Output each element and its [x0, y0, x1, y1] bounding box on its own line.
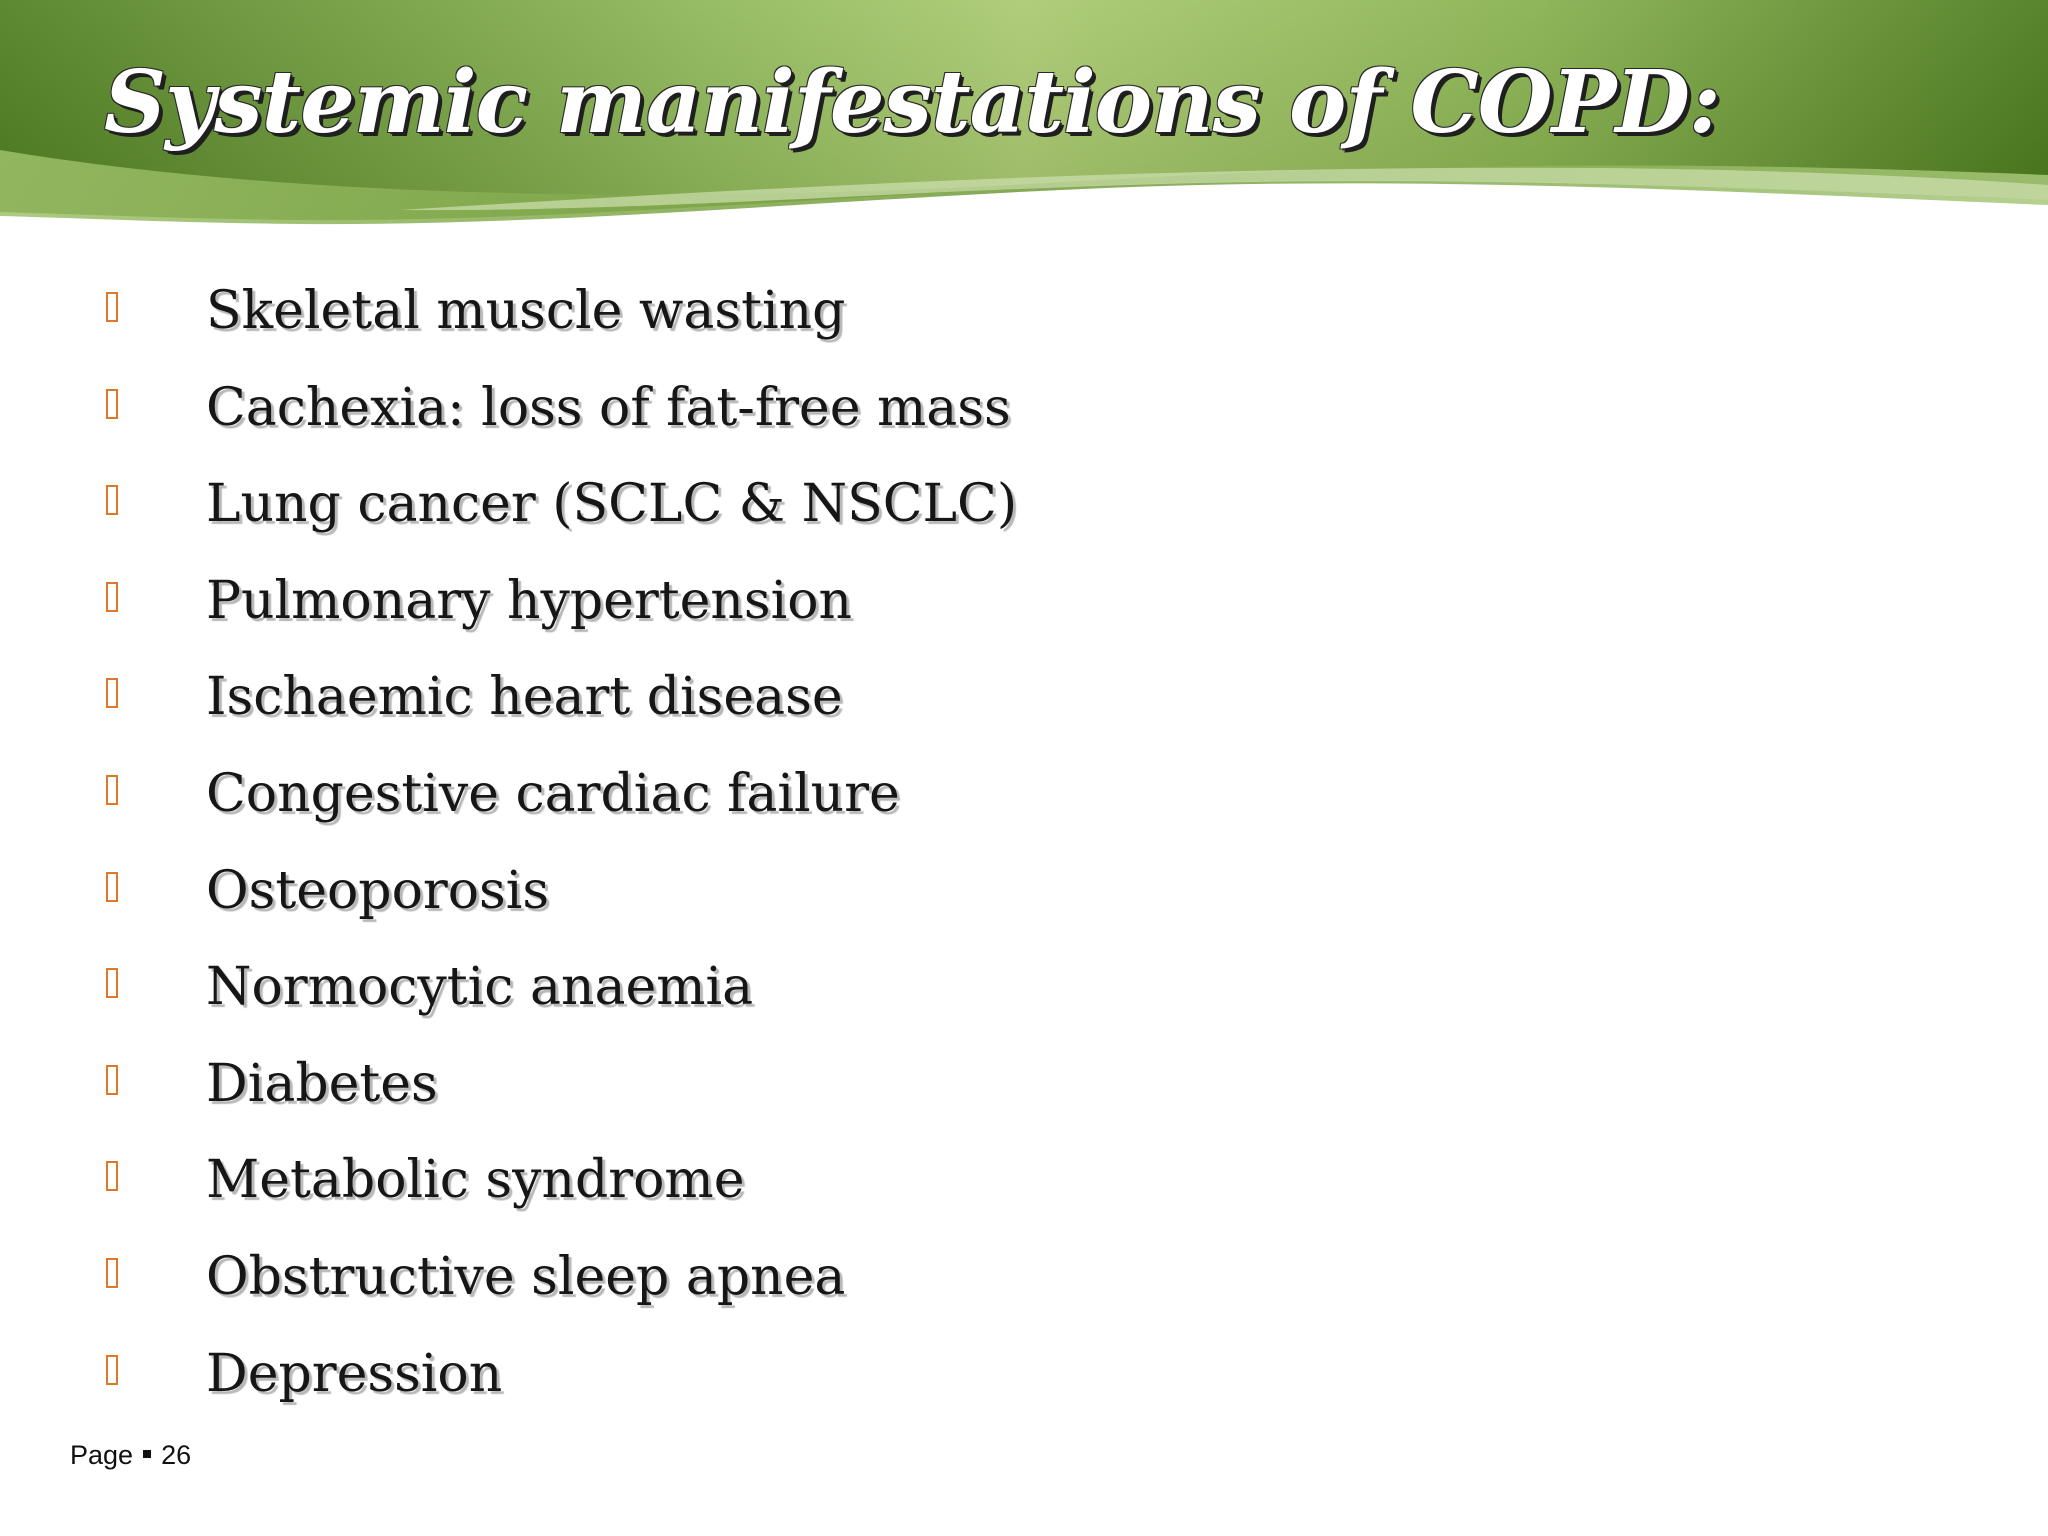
slide-title: Systemic manifestations of COPD: — [104, 52, 1720, 153]
bullet-marker-icon — [106, 1161, 118, 1191]
list-item-text: Obstructive sleep apnea — [206, 1246, 846, 1307]
list-item — [0, 465, 2048, 562]
bullet-marker-icon — [106, 1258, 118, 1288]
bullet-marker-icon — [106, 389, 118, 419]
list-item — [0, 1045, 2048, 1142]
bullet-marker-icon — [106, 1065, 118, 1095]
list-item-text: Depression — [206, 1343, 503, 1404]
list-item-text: Congestive cardiac failure — [206, 763, 900, 824]
bullet-marker-icon — [106, 968, 118, 998]
list-item — [0, 1238, 2048, 1335]
list-item — [0, 1141, 2048, 1238]
bullet-marker-icon — [106, 872, 118, 902]
square-separator-icon — [143, 1450, 151, 1458]
list-item — [0, 852, 2048, 949]
list-item — [0, 755, 2048, 852]
page-label: Page — [70, 1440, 134, 1470]
list-item — [0, 369, 2048, 466]
list-item-text: Osteoporosis — [206, 860, 550, 921]
list-item — [0, 1335, 2048, 1432]
bullet-marker-icon — [106, 775, 118, 805]
list-item-text: Diabetes — [206, 1053, 438, 1114]
bullet-marker-icon — [106, 1355, 118, 1385]
page-footer — [70, 1438, 191, 1472]
list-item-text: Ischaemic heart disease — [206, 667, 843, 728]
list-item — [0, 562, 2048, 659]
list-item-text: Pulmonary hypertension — [206, 570, 853, 631]
bullet-marker-icon — [106, 485, 118, 515]
list-item-text: Normocytic anaemia — [206, 957, 754, 1018]
bullet-list — [0, 272, 2048, 1431]
page-number: 26 — [161, 1440, 192, 1470]
bullet-marker-icon — [106, 582, 118, 612]
list-item-text: Metabolic syndrome — [206, 1150, 745, 1211]
list-item-text: Lung cancer (SCLC & NSCLC) — [206, 474, 1018, 535]
list-item-text: Cachexia: loss of fat-free mass — [206, 377, 1011, 438]
bullet-marker-icon — [106, 292, 118, 322]
list-item — [0, 272, 2048, 369]
list-item — [0, 948, 2048, 1045]
list-item — [0, 658, 2048, 755]
list-item-text: Skeletal muscle wasting — [206, 281, 846, 341]
bullet-marker-icon — [106, 678, 118, 708]
